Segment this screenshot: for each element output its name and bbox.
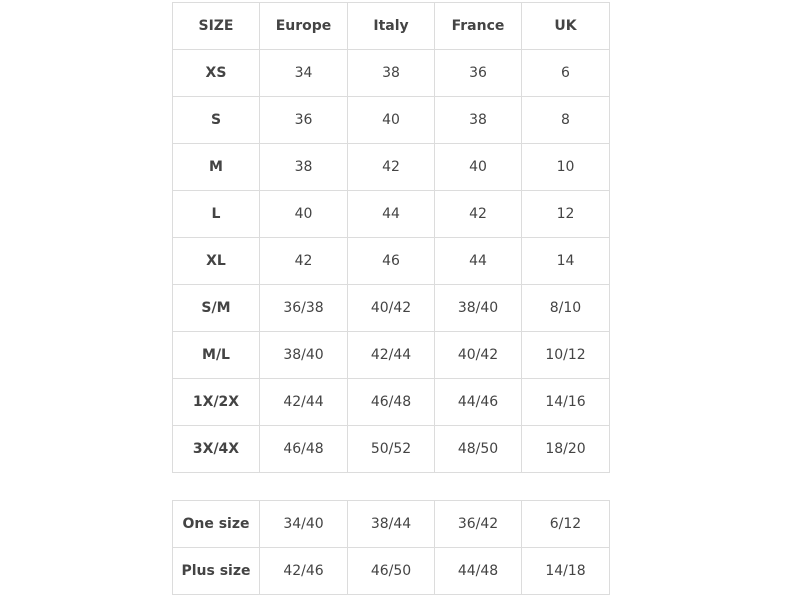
france-cell: 44: [435, 238, 522, 285]
europe-cell: 34/40: [260, 501, 348, 548]
uk-cell: 8/10: [522, 285, 610, 332]
france-cell: 40: [435, 144, 522, 191]
header-europe: Europe: [260, 3, 348, 50]
table-row: [173, 332, 610, 379]
italy-cell: 46: [348, 238, 435, 285]
europe-cell: 34: [260, 50, 348, 97]
france-cell: 36/42: [435, 501, 522, 548]
uk-cell: 6: [522, 50, 610, 97]
size-label-cell: 3X/4X: [173, 426, 260, 473]
table-row: [173, 426, 610, 473]
size-conversion-table: [172, 2, 610, 473]
italy-cell: 46/50: [348, 548, 435, 595]
size-label-cell: XS: [173, 50, 260, 97]
size-label-cell: M: [173, 144, 260, 191]
size-label-cell: S: [173, 97, 260, 144]
uk-cell: 18/20: [522, 426, 610, 473]
table-row: [173, 50, 610, 97]
size-label-cell: M/L: [173, 332, 260, 379]
size-label-cell: S/M: [173, 285, 260, 332]
uk-cell: 14/16: [522, 379, 610, 426]
size-label-cell: Plus size: [173, 548, 260, 595]
header-italy: Italy: [348, 3, 435, 50]
france-cell: 38: [435, 97, 522, 144]
italy-cell: 40: [348, 97, 435, 144]
size-label-cell: XL: [173, 238, 260, 285]
size-label-cell: One size: [173, 501, 260, 548]
italy-cell: 50/52: [348, 426, 435, 473]
table-row: [173, 285, 610, 332]
uk-cell: 10/12: [522, 332, 610, 379]
uk-cell: 12: [522, 191, 610, 238]
italy-cell: 42/44: [348, 332, 435, 379]
europe-cell: 36: [260, 97, 348, 144]
size-label-cell: 1X/2X: [173, 379, 260, 426]
uk-cell: 10: [522, 144, 610, 191]
italy-cell: 44: [348, 191, 435, 238]
uk-cell: 14: [522, 238, 610, 285]
table-row: [173, 548, 610, 595]
table-row: [173, 379, 610, 426]
italy-cell: 38/44: [348, 501, 435, 548]
europe-cell: 42/46: [260, 548, 348, 595]
france-cell: 42: [435, 191, 522, 238]
france-cell: 38/40: [435, 285, 522, 332]
italy-cell: 38: [348, 50, 435, 97]
table-row: [173, 97, 610, 144]
france-cell: 44/46: [435, 379, 522, 426]
italy-cell: 42: [348, 144, 435, 191]
header-uk: UK: [522, 3, 610, 50]
europe-cell: 36/38: [260, 285, 348, 332]
table-row: [173, 238, 610, 285]
france-cell: 36: [435, 50, 522, 97]
uk-cell: 8: [522, 97, 610, 144]
europe-cell: 42/44: [260, 379, 348, 426]
france-cell: 48/50: [435, 426, 522, 473]
header-france: France: [435, 3, 522, 50]
size-label-cell: L: [173, 191, 260, 238]
italy-cell: 46/48: [348, 379, 435, 426]
france-cell: 40/42: [435, 332, 522, 379]
table-header-row: [173, 3, 610, 50]
europe-cell: 42: [260, 238, 348, 285]
table-row: [173, 501, 610, 548]
italy-cell: 40/42: [348, 285, 435, 332]
europe-cell: 46/48: [260, 426, 348, 473]
europe-cell: 38: [260, 144, 348, 191]
france-cell: 44/48: [435, 548, 522, 595]
table-row: [173, 144, 610, 191]
europe-cell: 40: [260, 191, 348, 238]
header-size: SIZE: [173, 3, 260, 50]
special-size-table: [172, 500, 610, 595]
europe-cell: 38/40: [260, 332, 348, 379]
table-row: [173, 191, 610, 238]
uk-cell: 6/12: [522, 501, 610, 548]
uk-cell: 14/18: [522, 548, 610, 595]
